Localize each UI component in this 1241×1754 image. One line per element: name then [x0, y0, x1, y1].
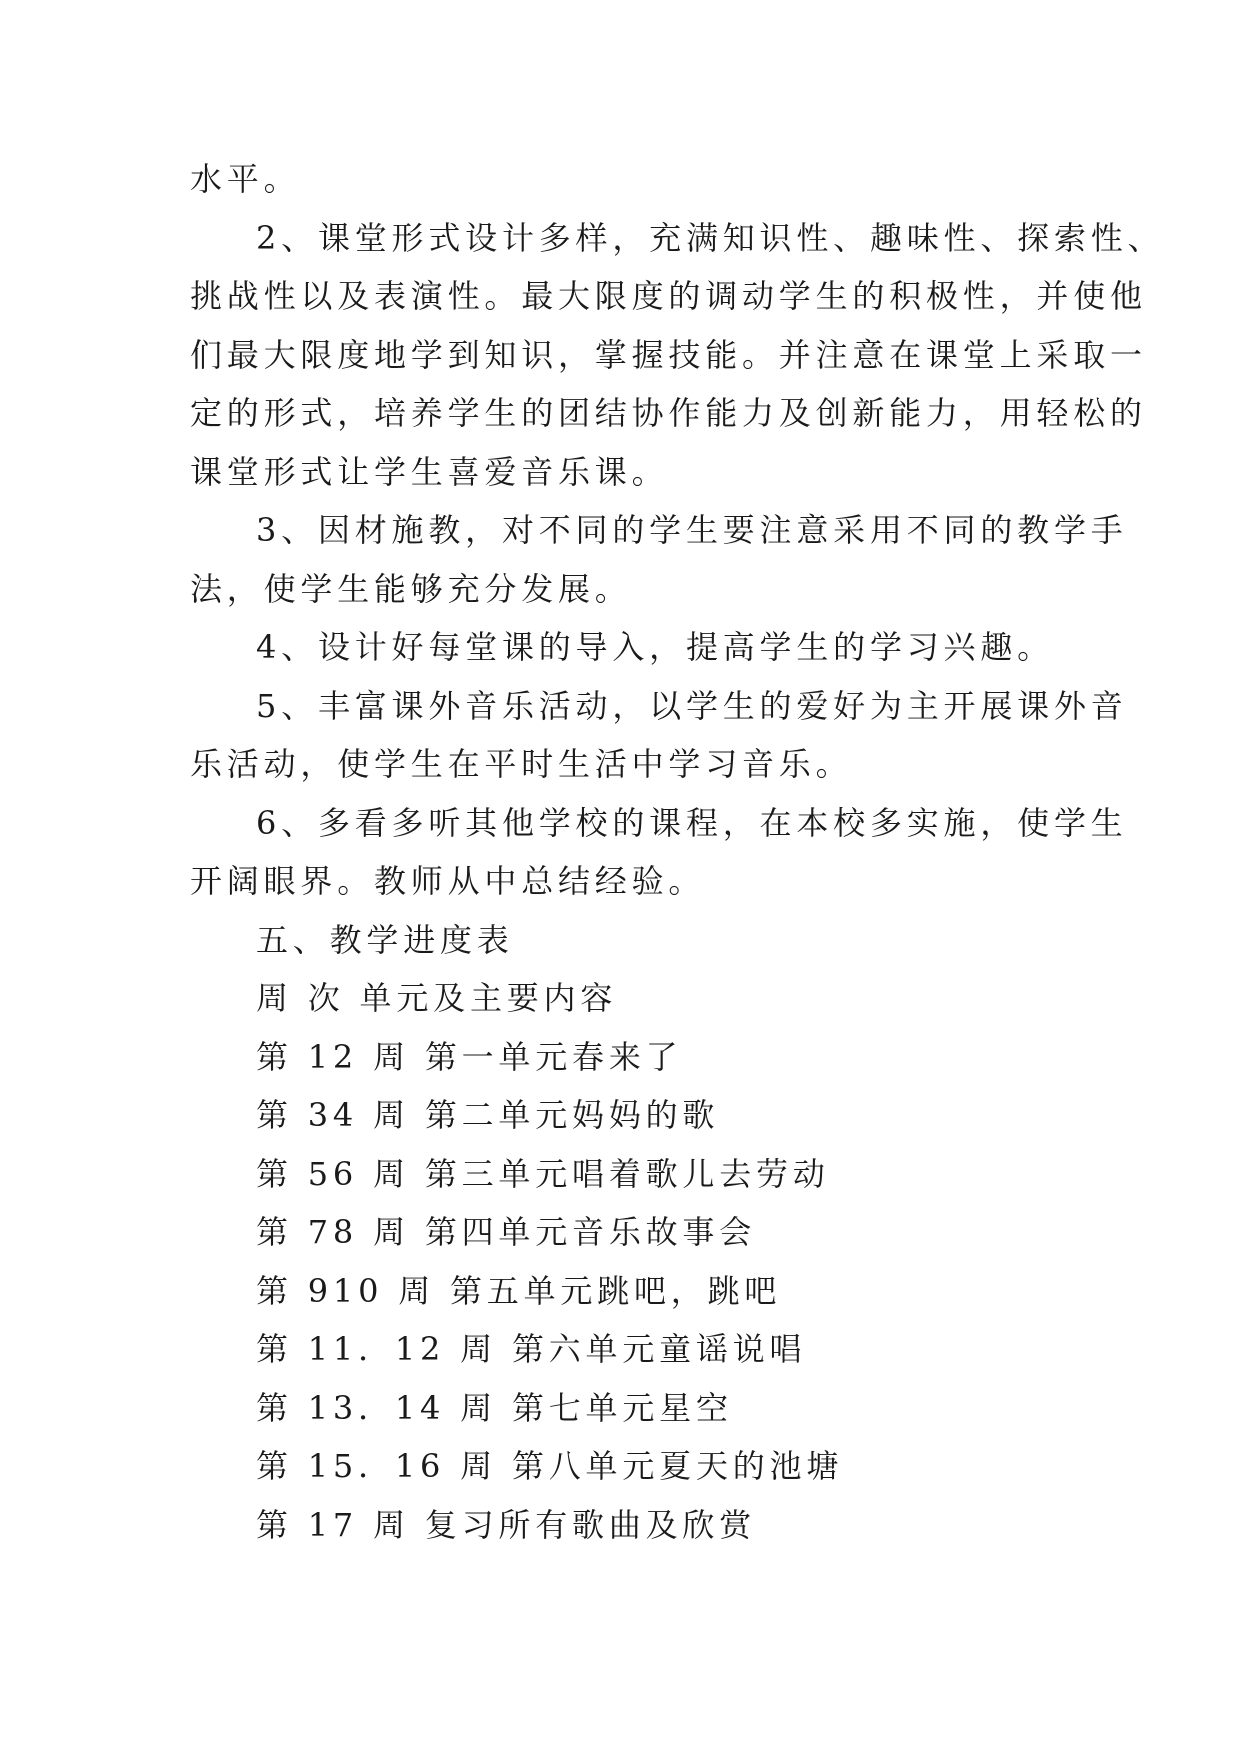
paragraph-line: 课堂形式让学生喜爱音乐课。 — [190, 452, 669, 491]
schedule-row: 第 17 周 复习所有歌曲及欣赏 — [256, 1505, 757, 1544]
schedule-row: 第 910 周 第五单元跳吧，跳吧 — [256, 1271, 782, 1310]
section-heading: 五、教学进度表 — [256, 920, 514, 959]
paragraph-line: 定的形式，培养学生的团结协作能力及创新能力，用轻松的 — [190, 394, 1147, 432]
schedule-row: 第 15．16 周 第八单元夏天的池塘 — [256, 1447, 844, 1485]
paragraph-line: 法，使学生能够充分发展。 — [190, 569, 632, 608]
paragraph-line: 3、因材施教，对不同的学生要注意采用不同的教学手 — [256, 511, 1128, 549]
paragraph-line: 2、课堂形式设计多样，充满知识性、趣味性、探索性、 — [256, 218, 1165, 257]
schedule-row: 第 78 周 第四单元音乐故事会 — [256, 1213, 757, 1251]
schedule-row: 第 56 周 第三单元唱着歌儿去劳动 — [256, 1154, 830, 1193]
schedule-row: 第 34 周 第二单元妈妈的歌 — [256, 1096, 720, 1134]
paragraph-line: 4、设计好每堂课的导入，提高学生的学习兴趣。 — [256, 628, 1054, 666]
schedule-header: 周 次 单元及主要内容 — [256, 979, 618, 1017]
document-body — [190, 150, 1165, 1554]
schedule-row: 第 11．12 周 第六单元童谣说唱 — [256, 1330, 807, 1368]
schedule-row: 第 12 周 第一单元春来了 — [256, 1037, 683, 1076]
paragraph-line: 6、多看多听其他学校的课程，在本校多实施，使学生 — [256, 803, 1128, 842]
paragraph-line: 挑战性以及表演性。最大限度的调动学生的积极性，并使他 — [190, 277, 1147, 315]
paragraph-line: 开阔眼界。教师从中总结经验。 — [190, 862, 706, 900]
paragraph-line: 水平。 — [190, 160, 301, 198]
paragraph-line: 乐活动，使学生在平时生活中学习音乐。 — [190, 745, 853, 783]
paragraph-line: 5、丰富课外音乐活动，以学生的爱好为主开展课外音 — [256, 686, 1128, 725]
paragraph-line: 们最大限度地学到知识，掌握技能。并注意在课堂上采取一 — [190, 335, 1147, 374]
schedule-row: 第 13．14 周 第七单元星空 — [256, 1388, 733, 1427]
